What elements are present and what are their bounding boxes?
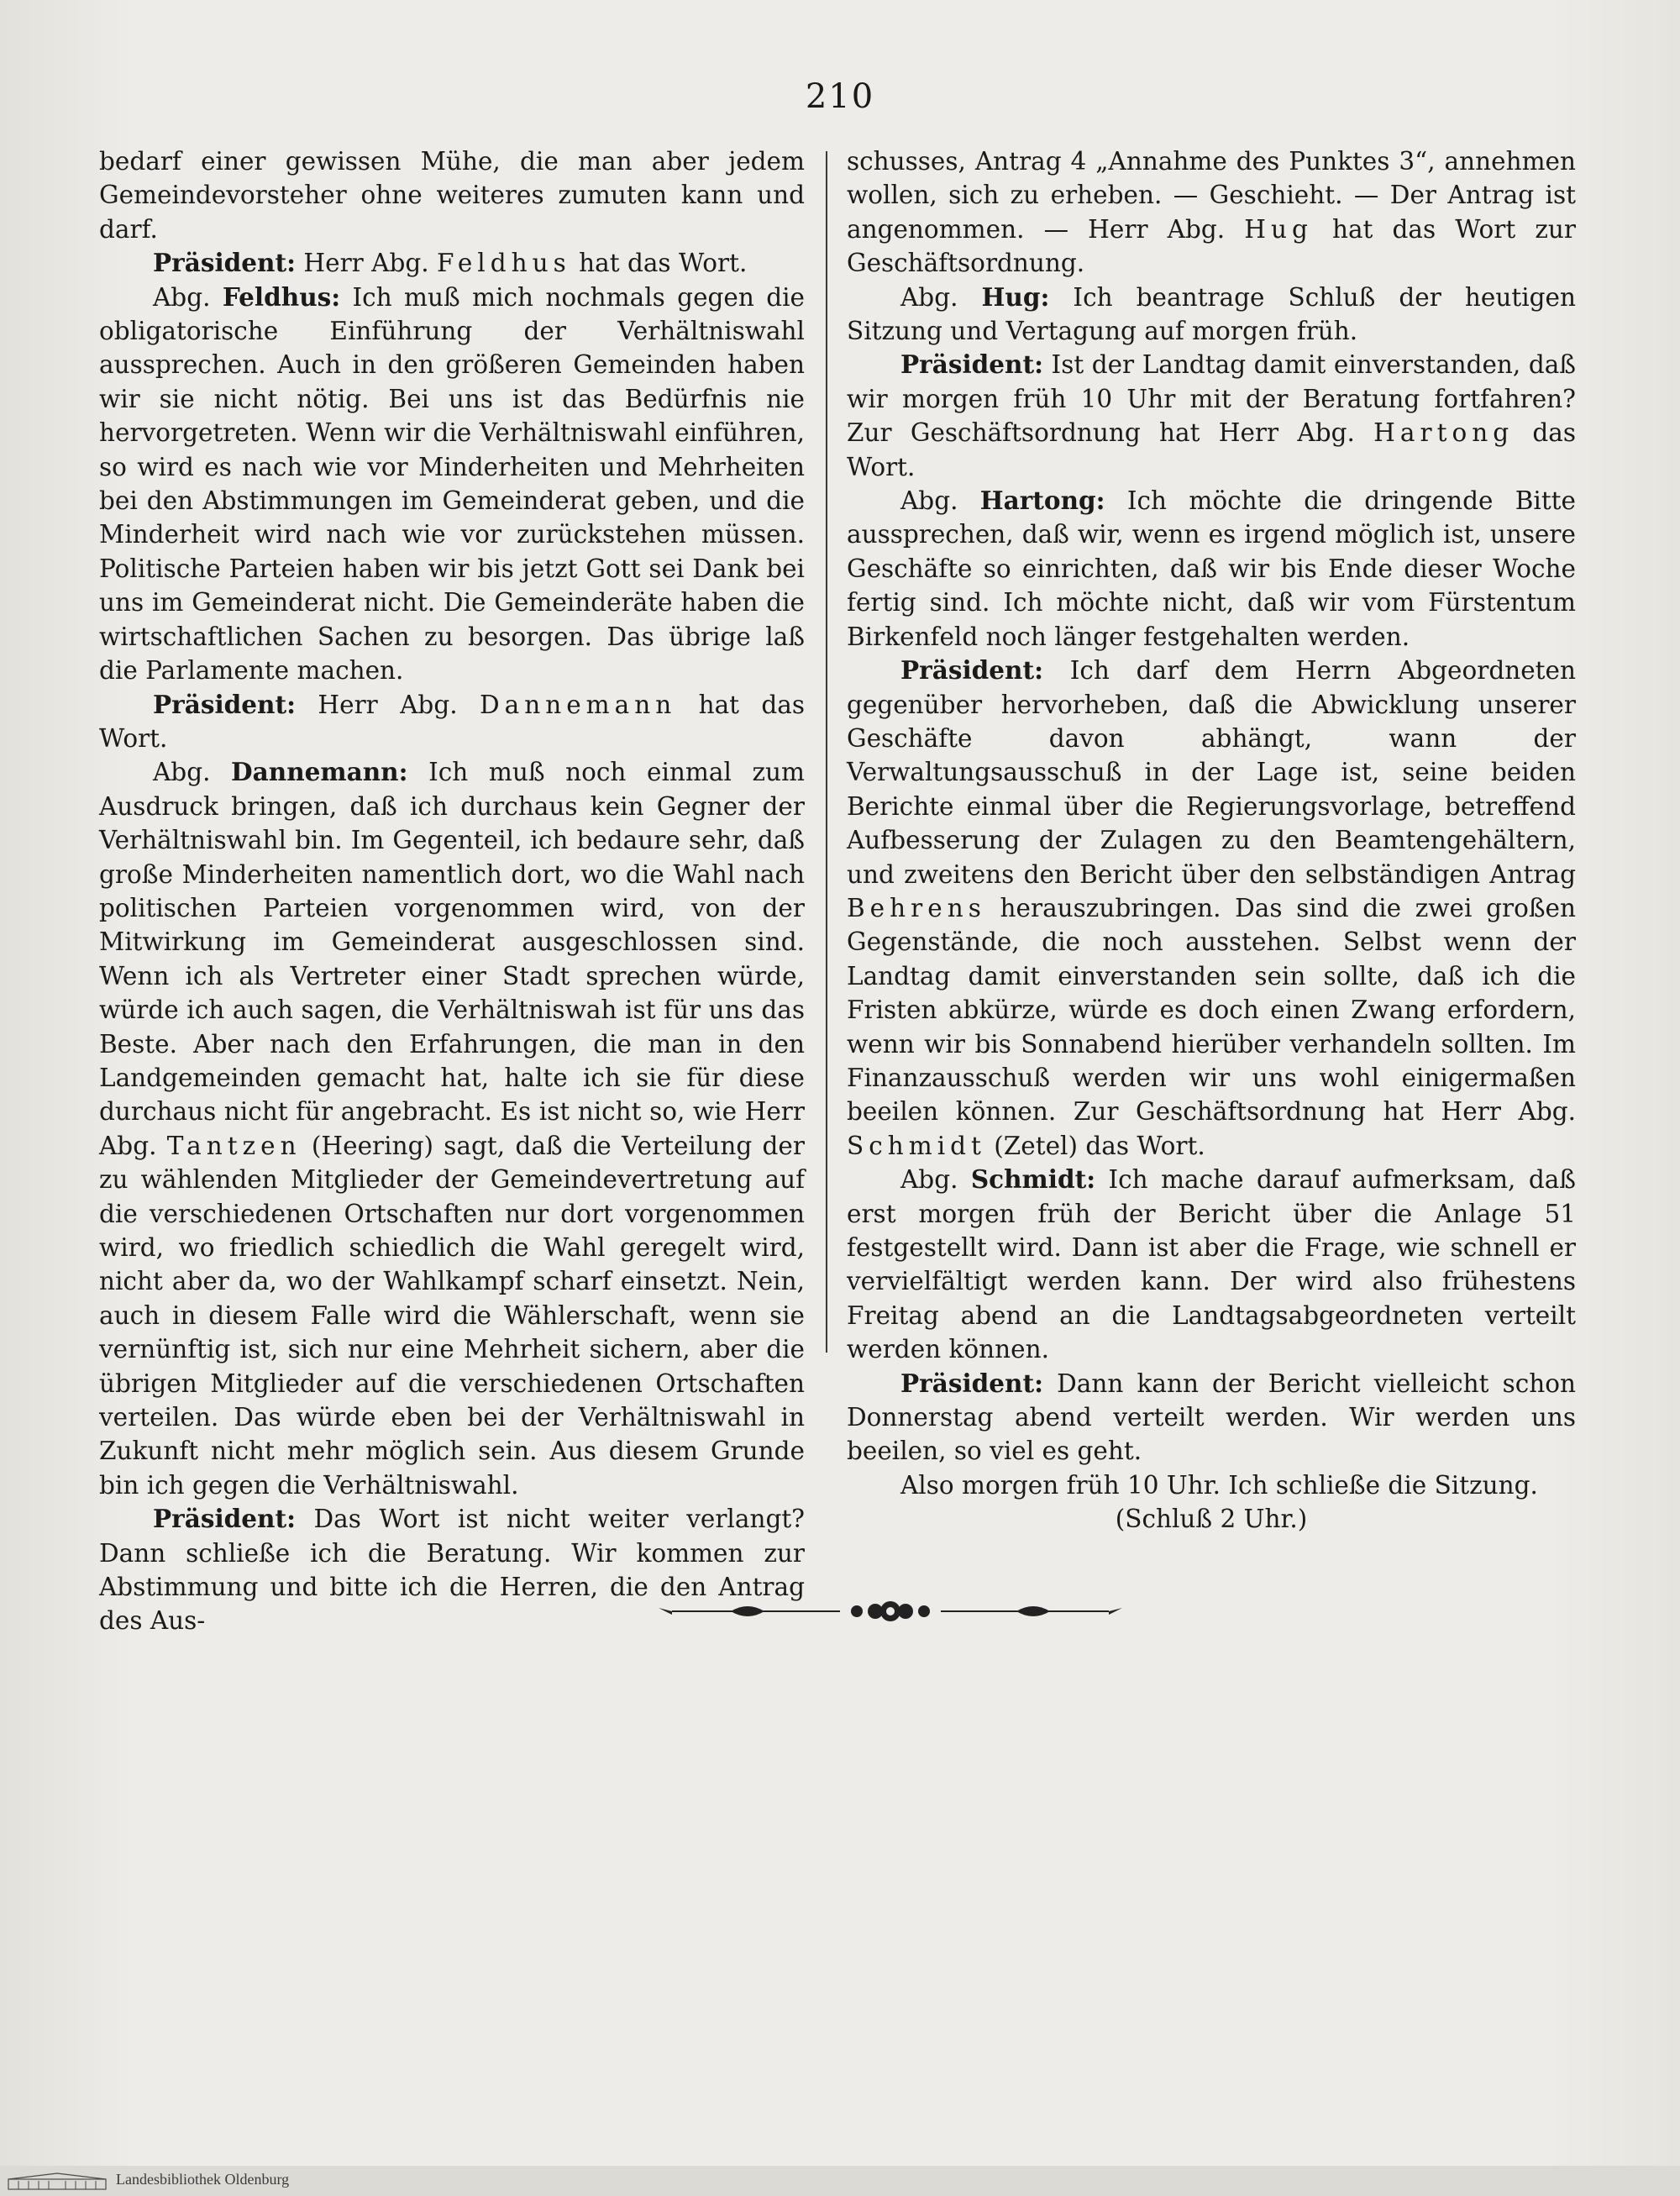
speaker-label: Präsident: xyxy=(900,349,1044,380)
paragraph-text: Ich darf dem Herrn Abgeordneten gegenüber hervorheben, daß die Abwicklung unserer Geschäfte davon abhängt, wann der Verwaltungsausschuß in der Lage ist, seine beiden Berichte einmal über die Regierungsvorlage, betreffend Aufbesserung der Zulagen zu den Beamtengehältern, und zweitens den Bericht über den selbständigen Antrag xyxy=(847,656,1576,889)
library-name: Landesbibliothek Oldenburg xyxy=(116,2171,290,2188)
left-column xyxy=(99,144,805,1638)
ornament-divider xyxy=(655,1596,1126,1626)
speaker-label: Präsident: xyxy=(900,1368,1044,1398)
paragraph xyxy=(99,755,805,1502)
paragraph xyxy=(847,348,1576,484)
paragraph-text: Herr Abg. xyxy=(296,249,437,278)
paragraph-text: (Heering) sagt, daß die Verteilung der zu wählenden Mitglieder der Gemeindevertretung auf die verschiedenen Ortschaften nur dort vorgenommen wird, wo friedlich schiedlich die Wahl geregelt wird, nicht aber da, wo der Wahlkampf scharf einsetzt. Nein, auch in diesem Falle wird die Wählerschaft, wenn sie vernünftig ist, sich nur eine Mehrheit sichern, aber die übrigen Mitglieder auf die verschiedenen Ortschaften verteilen. Das würde eben bei der Verhältniswahl in Zukunft nicht mehr möglich sein. Aus diesem Grunde bin ich gegen die Verhältniswahl. xyxy=(99,1131,805,1500)
paragraph-text: (Zetel) das Wort. xyxy=(985,1131,1205,1160)
paragraph-text: hat das Wort. xyxy=(570,249,748,278)
spaced-name: Schmidt xyxy=(847,1131,986,1160)
paragraph xyxy=(847,484,1576,654)
paragraph-text: Herr Abg. xyxy=(296,690,480,719)
spaced-name: Behrens xyxy=(847,893,986,922)
spaced-name: Dannemann xyxy=(479,690,677,719)
paragraph-text: Abg. xyxy=(153,282,223,312)
spaced-name: Feldhus xyxy=(436,249,571,278)
speaker-label: Hartong: xyxy=(979,486,1105,516)
paragraph-text: das Wort. xyxy=(847,418,1576,481)
paragraph-text: Das Wort ist nicht weiter verlangt? Dann schließe ich die Beratung. Wir kommen zur Abstimmung und bitte ich die Herren, die den Antrag des Aus- xyxy=(99,1505,805,1636)
column-divider xyxy=(826,151,827,1353)
paragraph-text: hat das Wort zur Geschäftsordnung. xyxy=(847,214,1576,278)
paragraph-text: Abg. xyxy=(900,282,982,312)
speaker-label: Dannemann: xyxy=(231,757,408,787)
paragraph xyxy=(847,144,1576,281)
paragraph xyxy=(99,246,805,280)
paragraph-text: Ich mache darauf aufmerksam, daß erst morgen früh der Bericht über die Anlage 51 festgestellt wird. Dann ist aber die Frage, wie schnell er vervielfältigt werden kann. Der wird also frühestens Freitag abend an die Landtagsabgeordneten verteilt werden können. xyxy=(847,1165,1576,1364)
paragraph xyxy=(847,1367,1576,1468)
speaker-label: Schmidt: xyxy=(970,1164,1096,1195)
paragraph xyxy=(99,144,805,246)
paragraph-text: Dann kann der Bericht vielleicht schon Donnerstag abend verteilt werden. Wir werden uns beeilen, so viel es geht. xyxy=(847,1369,1576,1466)
paragraph xyxy=(847,1468,1576,1502)
paragraph-text: (Schluß 2 Uhr.) xyxy=(1115,1505,1308,1534)
library-building-icon xyxy=(7,2172,108,2191)
spaced-name: Tantzen xyxy=(166,1131,302,1160)
spaced-name: Hug xyxy=(1244,214,1313,244)
paragraph-text: Abg. xyxy=(153,758,232,787)
page-number: 210 xyxy=(805,77,875,116)
paragraph-text: Ich möchte die dringende Bitte aussprechen, daß wir, wenn es irgend möglich ist, unsere Geschäfte so einrichten, daß wir bis Ende dieser Woche fertig sind. Ich möchte nicht, daß wir vom Fürstentum Birkenfeld noch länger festgehalten werden. xyxy=(847,486,1576,651)
paragraph xyxy=(847,654,1576,1163)
speaker-label: Präsident: xyxy=(153,248,297,278)
spaced-name: Hartong xyxy=(1373,418,1515,448)
paragraph xyxy=(847,1163,1576,1366)
paragraph xyxy=(99,281,805,688)
speaker-label: Präsident: xyxy=(900,655,1044,686)
speaker-label: Hug: xyxy=(981,281,1050,312)
paragraph-text: hat das Wort. xyxy=(99,690,806,753)
paragraph-text: Ich muß noch einmal zum Ausdruck bringen, daß ich durchaus kein Gegner der Verhältniswahl bin. Im Gegenteil, ich bedaure sehr, daß große Minderheiten namentlich dort, wo die Wahl nach politischen Parteien vorgenommen wird, von der Mitwirkung im Gemeinderat ausgeschlossen sind. Wenn ich als Vertreter einer Stadt sprechen würde, würde ich auch sagen, die Verhältniswah ist für uns das Beste. Aber nach den Erfahrungen, die man in den Landgemeinden gemacht hat, halte ich sie für diese durchaus nicht für angebracht. Es ist nicht so, wie Herr Abg. xyxy=(99,758,806,1160)
paragraph xyxy=(99,688,805,756)
paragraph-text: bedarf einer gewissen Mühe, die man aber jedem Gemeindevorsteher ohne weiteres zumuten kann und darf. xyxy=(99,147,805,244)
speaker-label: Präsident: xyxy=(153,689,297,719)
paragraph-text: Ich muß mich nochmals gegen die obligatorische Einführung der Verhältniswahl aussprechen. Auch in den größeren Gemeinden haben wir sie nicht nötig. Bei uns ist das Bedürfnis nie hervorgetreten. Wenn wir die Verhältniswahl einführen, so wird es nach wie vor Minderheiten und Mehrheiten bei den Abstimmungen im Gemeinderat geben, und die Minderheit wird nach wie vor zurückstehen müssen. Politische Parteien haben wir bis jetzt Gott sei Dank bei uns im Gemeinderat nicht. Die Gemeinderäte haben die wirtschaftlichen Sachen zu besorgen. Das übrige laß die Parlamente machen. xyxy=(99,282,806,686)
speaker-label: Feldhus: xyxy=(222,281,341,312)
paragraph-text: Also morgen früh 10 Uhr. Ich schließe die Sitzung. xyxy=(900,1470,1538,1500)
paragraph-text: schusses, Antrag 4 „Annahme des Punktes 3“, annehmen wollen, sich zu erheben. — Geschieht. — Der Antrag ist angenommen. — Herr Abg. xyxy=(847,147,1576,244)
paragraph-text: Ist der Landtag damit einverstanden, daß wir morgen früh 10 Uhr mit der Beratung fortfahren? Zur Geschäftsordnung hat Herr Abg. xyxy=(847,350,1576,448)
closing-note xyxy=(847,1502,1576,1536)
paragraph-text: Abg. xyxy=(900,486,980,516)
paragraph-text: herauszubringen. Das sind die zwei großen Gegenstände, die noch ausstehen. Selbst wenn der Landtag damit einverstanden sein sollte, daß ich die Fristen abkürze, würde es doch einen Zwang erfordern, wenn wir bis Sonnabend hierüber verhandeln sollten. Im Finanzausschuß werden wir uns wohl einigermaßen beeilen können. Zur Geschäftsordnung hat Herr Abg. xyxy=(847,893,1576,1127)
paragraph xyxy=(847,281,1576,349)
speaker-label: Präsident: xyxy=(153,1504,297,1534)
paragraph-text: Ich beantrage Schluß der heutigen Sitzung und Vertagung auf morgen früh. xyxy=(847,282,1577,346)
paragraph-text: Abg. xyxy=(900,1165,971,1195)
right-column xyxy=(847,144,1576,1537)
